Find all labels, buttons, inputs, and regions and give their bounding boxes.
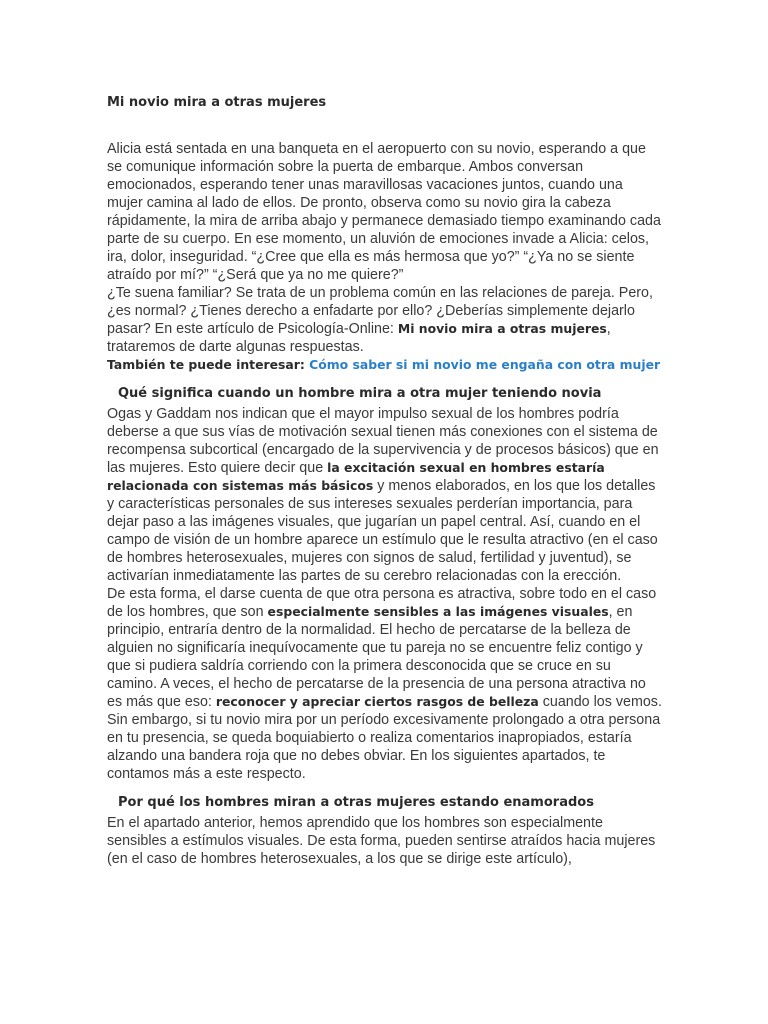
section1-paragraph-1 xyxy=(107,405,662,585)
section1-p2-end: cuando los vemos. Sin embargo, si tu novio mira por un período excesivamente prolongado a otra persona en tu presencia, se queda boquiabierto o realiza comentarios inapropiados, estaría alzando una bandera roja que no debes obviar. En los siguientes apartados, te contamos más a este respecto. xyxy=(107,694,662,782)
intro-text-start: ¿Te suena familiar? Se trata de un problema común en las relaciones de pareja. Pero, ¿es normal? ¿Tienes derecho a enfadarte por ello? ¿Deberías simplemente dejarlo pasar? En este artículo de Psicología-Online: xyxy=(107,285,653,337)
section1-paragraph-2 xyxy=(107,585,662,783)
article-title-bold: Mi novio mira a otras mujeres xyxy=(397,321,607,336)
section-heading-1: Qué significa cuando un hombre mira a otra mujer teniendo novia xyxy=(118,386,602,401)
document-page xyxy=(107,94,662,868)
intro-text-end: , trataremos de darte algunas respuestas. xyxy=(107,321,611,355)
section1-p1-end: y menos elaborados, en los que los detalles y características personales de sus intereses sexuales perderían importancia, para dejar paso a las imágenes visuales, que jugarían un papel central. Así, cuando en el campo de visión de un hombre aparece un estímulo que le resulta atractivo (en el caso de hombres heterosexuales, mujeres con signos de salud, fertilidad y juventud), se activarían inmediatamente las partes de su cerebro relacionadas con la erección. xyxy=(107,478,658,584)
section1-p2-bold-2: reconocer y apreciar ciertos rasgos de belleza xyxy=(215,694,539,709)
intro-paragraph-1: Alicia está sentada en una banqueta en el aeropuerto con su novio, esperando a que se comunique información sobre la puerta de embarque. Ambos conversan emocionados, esperando tener unas maravillosas vacaciones juntos, cuando una mujer camina al lado de ellos. De pronto, observa como su novio gira la cabeza rápidamente, la mira de arriba abajo y permanece demasiado tiempo examinando cada parte de su cuerpo. En ese momento, un aluvión de emociones invade a Alicia: celos, ira, dolor, inseguridad. “¿Cree que ella es más hermosa que yo?” “¿Ya no se siente atraído por mí?” “¿Será que ya no me quiere?” xyxy=(107,141,661,283)
page-title: Mi novio mira a otras mujeres xyxy=(107,95,327,110)
related-article-link[interactable]: Cómo saber si mi novio me engaña con otra mujer xyxy=(309,357,661,372)
section1-p2-mid: , en principio, entraría dentro de la normalidad. El hecho de percatarse de la belleza de alguien no significaría inequívocamente que tu pareja no se encuentre feliz contigo y que si pudiera saldría corriendo con la primera desconocida que se cruce en su camino. A veces, el hecho de percatarse de la presencia de una persona atractiva no es más que eso: xyxy=(107,604,646,710)
section1-p2-start: De esta forma, el darse cuenta de que otra persona es atractiva, sobre todo en el caso de los hombres, que son xyxy=(107,586,657,620)
section1-p1-bold: la excitación sexual en hombres estaría relacionada con sistemas más básicos xyxy=(107,460,605,493)
related-label: También te puede interesar: xyxy=(107,357,310,372)
section2-paragraph-1: En el apartado anterior, hemos aprendido que los hombres son especialmente sensibles a estímulos visuales. De esta forma, pueden sentirse atraídos hacia mujeres (en el caso de hombres heterosexuales, a los que se dirige este artículo), xyxy=(107,815,656,867)
related-article xyxy=(107,356,662,374)
section1-p2-bold-1: especialmente sensibles a las imágenes visuales xyxy=(267,604,609,619)
section-heading-2: Por qué los hombres miran a otras mujeres estando enamorados xyxy=(118,795,594,810)
intro-paragraph-2 xyxy=(107,284,662,356)
section1-p1-start: Ogas y Gaddam nos indican que el mayor impulso sexual de los hombres podría deberse a que sus vías de motivación sexual tienen más conexiones con el sistema de recompensa subcortical (encargado de la supervivencia y de procesos básicos) que en las mujeres. Esto quiere decir que xyxy=(107,406,659,476)
